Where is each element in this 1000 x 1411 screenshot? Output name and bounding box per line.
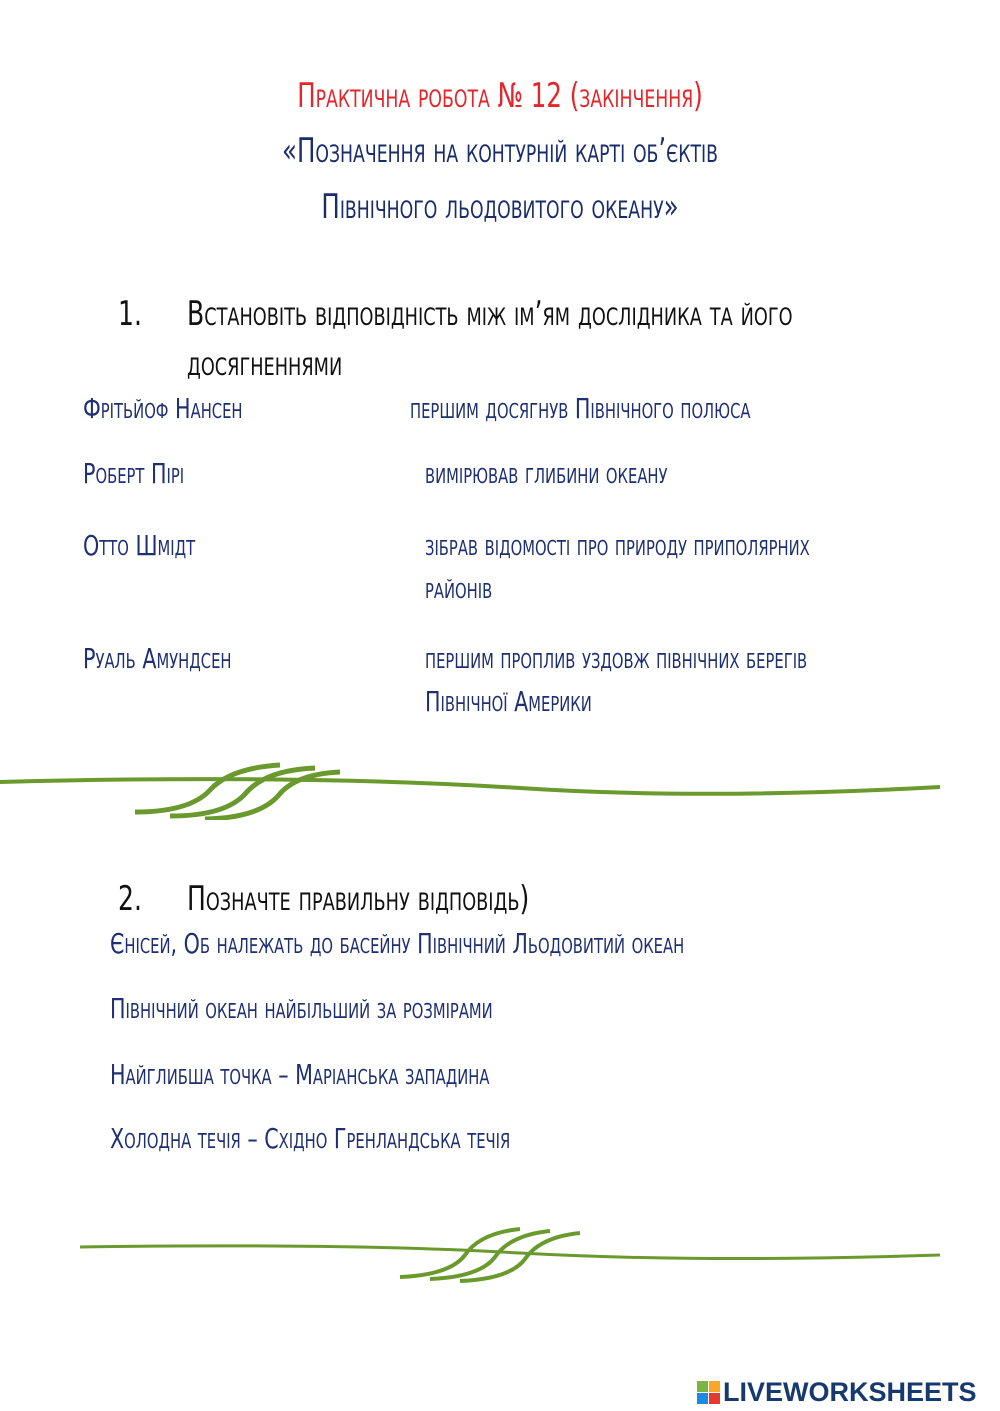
achievement-item-cont: Північної Америки (425, 685, 592, 718)
task2-text: Позначте правильну відповідь) (187, 879, 530, 919)
liveworksheets-logo (697, 1377, 977, 1408)
title-line-1: Практична робота № 12 (закінчення) (297, 76, 703, 116)
statement-item[interactable]: Найглибша точка – Маріанська западина (110, 1058, 490, 1091)
explorer-item[interactable]: Фрітьйоф Нансен (83, 392, 243, 425)
achievement-item[interactable]: вимірював глибини океану (425, 457, 668, 490)
achievement-item[interactable]: зібрав відомості про природу приполярних (425, 529, 810, 562)
ornament-divider (0, 1215, 1000, 1290)
explorer-item[interactable]: Роберт Пірі (83, 457, 185, 490)
statement-item[interactable]: Північний океан найбільший за розмірами (110, 992, 493, 1025)
explorer-item[interactable]: Руаль Амундсен (83, 642, 232, 675)
achievement-item[interactable]: першим досягнув Північного полюса (410, 392, 751, 425)
explorer-item[interactable]: Отто Шмідт (83, 529, 196, 562)
title-line-2: «Позначення на контурній карті об’єктів (282, 131, 718, 171)
task1-text: Встановіть відповідність між ім’ям дослідника та його (187, 294, 793, 334)
task1-text-2: досягненнями (187, 344, 343, 384)
statement-item[interactable]: Єнісей, Об належать до басейну Північний Льодовитий океан (110, 927, 685, 960)
task1-number: 1. (118, 294, 142, 334)
title-line-3: Північного льодовитого океану» (321, 187, 679, 227)
ornament-divider (0, 740, 1000, 820)
statement-item[interactable]: Холодна течія – Східно Гренландська течія (110, 1122, 511, 1155)
achievement-item[interactable]: першим проплив уздовж північних берегів (425, 642, 808, 675)
logo-text: LIVEWORKSHEETS (723, 1377, 977, 1407)
achievement-item-cont: районів (425, 572, 493, 605)
task2-number: 2. (118, 879, 142, 919)
live-badge-icon (697, 1381, 720, 1404)
